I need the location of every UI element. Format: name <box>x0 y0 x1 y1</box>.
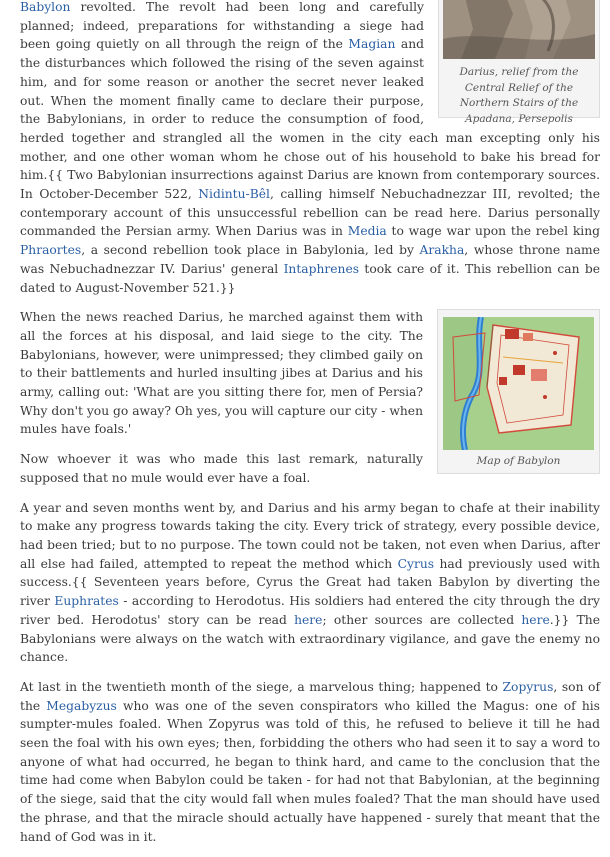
link-here-sources[interactable]: here <box>521 612 550 627</box>
text: had previously used with success.{{ Seventeen years before, Cyrus the Great had taken Babylon by diverting the river <box>20 556 600 609</box>
text: , son of the <box>20 679 601 713</box>
paragraph-5 <box>20 678 600 846</box>
relief-caption: Darius, relief from the Central Relief of the Northern Stairs of the Apadana, Persepolis <box>459 66 579 125</box>
babylon-map-image[interactable] <box>443 317 594 450</box>
text: .}} The Babylonians were always on the watch with extraordinary vigilance, and gave the enemy no chance. <box>20 612 600 665</box>
text: , a second rebellion took place in Babylonia, led by <box>81 243 420 258</box>
link-cyrus[interactable]: Cyrus <box>397 556 435 571</box>
link-intaphrenes[interactable]: Intaphrenes <box>283 261 360 276</box>
text: who was one of the seven conspirators who killed the Magus: one of his sumpter-mules foaled. When Zopyrus was told of this, he refused to believe it till he had seen the foal with his own eyes; then, forbidding the others who had seen it to say a word to anyone of what had occurred, he began to think hard, and came to the conclusion that the time had come when Babylon could be taken - for had not that Babylonian, at the beginning of the siege, said that the city would fall when mules foaled? That the man should have used the phrase, and that the miracle should actually have happened - surely that meant that the hand of God was in it. <box>20 698 600 844</box>
link-megabyzus[interactable]: Megabyzus <box>46 698 117 713</box>
link-phraortes[interactable]: Phraortes <box>20 243 82 258</box>
text: took care of it. This rebellion can be dated to August-November 521.}} <box>20 261 600 295</box>
map-caption: Map of Babylon <box>476 455 561 468</box>
text: revolted. The revolt had been long and carefully planned; indeed, preparations for withstanding a siege had been going quietly on all through the reign of the <box>20 0 424 52</box>
figure-babylon-map[interactable] <box>437 309 600 474</box>
text: and the disturbances which followed the rising of the seven against him, and for some reason or another the secret never leaked out. When the moment finally came to declare their purpose, the Babylonians, in order to reduce the consumption of food, herded together and strangled all the women in the city each man excepting only his mother, and one other woman whom he chose out of his household to bake his bread for him.{{ Two Babylonian insurrections against Darius are known from contemporary sources. In October-December 522, <box>20 37 600 202</box>
figure-darius-relief[interactable] <box>438 0 600 125</box>
text: At last in the twentieth month of the siege, a marvelous thing; happened to <box>20 679 503 694</box>
text: - according to Herodotus. His soldiers had entered the city through the dry river bed. Herodotus' story can be read <box>20 594 600 627</box>
text: , whose throne name was Nebuchadnezzar IV. Darius' general <box>20 243 600 276</box>
text: , calling himself Nebuchadnezzar III, revolted; the contemporary account of this unsuccessful rebellion can be read here. Darius personally commanded the Persian army. When Darius was in <box>20 187 600 239</box>
link-magian[interactable]: Magian <box>348 37 396 52</box>
article-body <box>20 0 600 857</box>
paragraph-4 <box>20 499 600 667</box>
persepolis-relief-image[interactable] <box>443 0 595 59</box>
text: A year and seven months went by, and Darius and his army began to chafe at their inability to make any progress towards taking the city. Every trick of strategy, every possible device, had been tried; but to no purpose. The town could not be taken, not even when Darius, after all else had failed, attempted to repeat the method which <box>20 500 600 571</box>
link-babylon[interactable]: Babylon <box>20 0 71 14</box>
paragraph-3: Now whoever it was who made this last remark, naturally supposed that no mule would ever have a foal. <box>20 452 423 485</box>
link-nidintu-bel[interactable]: Nidintu-Bêl <box>198 187 270 202</box>
link-here-herodotus[interactable]: here <box>294 612 323 627</box>
link-zopyrus[interactable]: Zopyrus <box>502 679 554 694</box>
link-euphrates[interactable]: Euphrates <box>54 594 119 609</box>
link-arakha[interactable]: Arakha <box>419 243 465 258</box>
paragraph-2: When the news reached Darius, he marched against them with all the forces at his disposal, and laid siege to the city. The Babylonians, however, were unimpressed; they climbed gaily on to their battlements and hurled insulting jibes at Darius and his army, calling out: 'What are you sitting there for, men of Persia? Why don't you go away? Oh yes, you will capture our city - when mules have foals.' <box>20 310 423 437</box>
link-media[interactable]: Media <box>347 224 387 239</box>
text: to wage war upon the rebel king <box>386 224 600 239</box>
text: ; other sources are collected <box>322 612 522 627</box>
